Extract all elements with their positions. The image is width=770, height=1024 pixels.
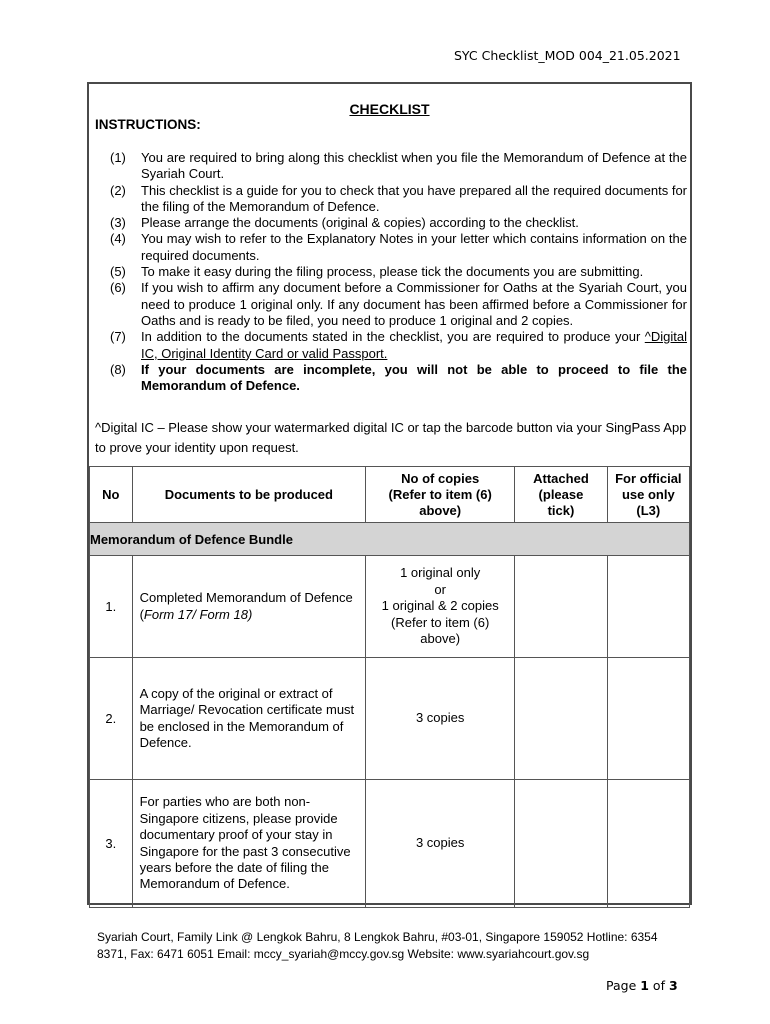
header-official-line: use only <box>621 486 675 502</box>
page-prefix: Page <box>606 978 641 993</box>
table-header-row <box>90 467 690 523</box>
header-attached-line: tick) <box>547 502 575 518</box>
section-row <box>90 523 690 556</box>
table-row <box>90 556 690 658</box>
instruction-number: (1) <box>110 150 126 165</box>
instruction-text <box>141 329 687 362</box>
instruction-number: (4) <box>110 231 126 247</box>
row-copies: 3 copies <box>366 780 515 908</box>
row-official-use <box>607 780 689 908</box>
instruction-text: To make it easy during the filing process, please tick the documents you are submitting. <box>141 264 644 280</box>
row-copies-line: above) <box>420 631 461 647</box>
documents-table <box>89 466 690 908</box>
row-number: 2. <box>90 658 133 780</box>
instruction-item <box>110 215 687 231</box>
checklist-frame <box>87 82 692 905</box>
header-copies-line: above) <box>419 502 462 518</box>
instruction-number: (2) <box>110 182 126 198</box>
digital-ic-note: ^Digital IC – Please show your watermarked digital IC or tap the barcode button via your SingPass App to prove your identity upon request. <box>95 420 687 455</box>
header-copies-line: (Refer to item (6) <box>388 486 492 502</box>
row-official-use <box>607 556 689 658</box>
page-current: 1 <box>640 978 649 993</box>
instruction-number: (8) <box>110 361 126 377</box>
page-total: 3 <box>668 978 678 993</box>
instruction-number: (3) <box>110 215 126 231</box>
row-document: For parties who are both non-Singapore citizens, please provide documentary proof of your stay in Singapore for the past 3 consecutive years before the date of filing the Memorandum of Defence. <box>132 780 366 908</box>
header-copies-line: No of copies <box>401 470 480 486</box>
checklist-title: CHECKLIST <box>349 101 430 117</box>
instructions-heading: INSTRUCTIONS: <box>95 117 201 132</box>
row-copies-line: 1 original & 2 copies <box>381 598 499 614</box>
instruction-item <box>110 150 687 183</box>
header-official-use <box>607 467 689 523</box>
instruction-item <box>110 231 687 264</box>
row-copies-line: 1 original only <box>400 565 481 581</box>
instruction-number: (7) <box>110 329 126 345</box>
row-number: 3. <box>90 780 133 908</box>
header-attached-line: Attached <box>533 470 589 486</box>
page-mid: of <box>648 978 669 993</box>
instruction-text-warning: If your documents are incomplete, you will not be able to proceed to file the Memorandum of Defence. <box>141 361 687 394</box>
row-attached-checkbox[interactable] <box>515 658 607 780</box>
row-attached-checkbox[interactable] <box>515 780 607 908</box>
document-reference: SYC Checklist_MOD 004_21.05.2021 <box>454 48 681 63</box>
instruction-text: This checklist is a guide for you to check that you have prepared all the required documents for the filing of the Memorandum of Defence. <box>141 182 687 214</box>
instruction-text: If you wish to affirm any document before a Commissioner for Oaths at the Syariah Court, you need to produce 1 original only. If any document has been affirmed before a Commissioner for Oaths and is ready to be filed, you need to produce 1 original and 2 copies. <box>141 280 687 328</box>
instruction-item <box>110 264 687 280</box>
table-row <box>90 780 690 908</box>
section-title: Memorandum of Defence Bundle <box>90 523 690 556</box>
row-copies: 3 copies <box>366 658 515 780</box>
header-official-line: (L3) <box>636 502 661 518</box>
row-document-text: Completed Memorandum of Defence ( <box>139 590 353 622</box>
row-document: A copy of the original or extract of Marriage/ Revocation certificate must be enclosed in the Memorandum of Defence. <box>132 658 366 780</box>
instruction-text: You are required to bring along this checklist when you file the Memorandum of Defence at the Syariah Court. <box>141 150 687 182</box>
row-document <box>132 556 366 658</box>
instruction-text: Please arrange the documents (original & copies) according to the checklist. <box>141 215 579 231</box>
header-attached <box>515 467 607 523</box>
row-document-form: Form 17/ Form 18) <box>143 606 253 622</box>
instructions-list <box>110 150 687 394</box>
table-row <box>90 658 690 780</box>
instruction-item <box>110 362 687 395</box>
instruction-text-part: In addition to the documents stated in the checklist, you are required to produce your <box>141 329 645 345</box>
row-copies <box>366 556 515 658</box>
instruction-number: (6) <box>110 280 126 296</box>
row-copies-line: or <box>434 581 446 597</box>
row-copies-line: (Refer to item (6) <box>391 614 490 630</box>
page-number <box>606 978 678 993</box>
header-documents: Documents to be produced <box>132 467 366 523</box>
row-official-use <box>607 658 689 780</box>
header-attached-line: (please <box>538 486 584 502</box>
instruction-text: You may wish to refer to the Explanatory Notes in your letter which contains information on the required documents. <box>141 231 687 263</box>
footer-address: Syariah Court, Family Link @ Lengkok Bahru, 8 Lengkok Bahru, #03-01, Singapore 159052 Hotline: 6354 8371, Fax: 6471 6051 Email: mccy_syariah@mccy.gov.sg Website: www.syariahcourt.gov.sg <box>97 930 658 961</box>
instruction-item <box>110 329 687 362</box>
header-copies <box>366 467 515 523</box>
row-number: 1. <box>90 556 133 658</box>
identity-documents-underlined: ^Digital IC, Original Identity Card or valid Passport. <box>141 329 687 361</box>
header-official-line: For official <box>615 470 682 486</box>
row-attached-checkbox[interactable] <box>515 556 607 658</box>
instruction-item <box>110 183 687 216</box>
instruction-number: (5) <box>110 264 126 280</box>
instruction-item <box>110 280 687 329</box>
header-no: No <box>90 467 133 523</box>
